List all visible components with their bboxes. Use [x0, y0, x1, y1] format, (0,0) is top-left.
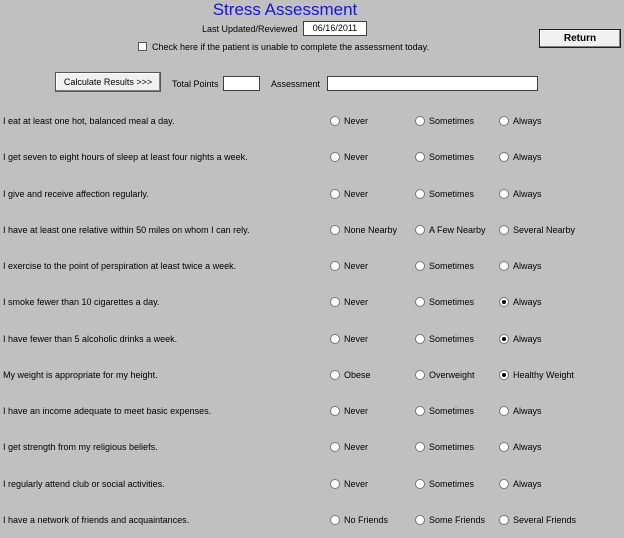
question-text: I have a network of friends and acquaintances. [3, 515, 190, 525]
radio-button[interactable] [330, 442, 340, 452]
radio-button[interactable] [330, 370, 340, 380]
page-title: Stress Assessment [212, 0, 358, 19]
option-label: Always [513, 333, 542, 344]
radio-button[interactable] [330, 189, 340, 199]
radio-button[interactable] [415, 479, 425, 489]
question-text: I eat at least one hot, balanced meal a day. [3, 116, 175, 126]
question-row [0, 440, 624, 454]
radio-button[interactable] [499, 334, 509, 344]
option-label: Never [344, 188, 369, 199]
option-label: No Friends [344, 515, 389, 525]
option-label: Sometimes [429, 297, 475, 308]
radio-button[interactable] [415, 116, 425, 126]
radio-button[interactable] [330, 261, 340, 271]
radio-button[interactable] [330, 225, 340, 235]
option-label: Several Nearby [513, 224, 576, 235]
radio-button[interactable] [415, 442, 425, 452]
option-label: Never [344, 333, 369, 344]
radio-button[interactable] [415, 189, 425, 199]
option-label: Never [344, 442, 369, 453]
option-label: Sometimes [429, 152, 475, 163]
question-row [0, 477, 624, 491]
radio-button[interactable] [499, 116, 509, 126]
radio-button[interactable] [499, 442, 509, 452]
option-label: Never [344, 406, 369, 417]
radio-button[interactable] [415, 334, 425, 344]
option-label: Sometimes [429, 406, 475, 417]
option-label: Some Friends [429, 515, 486, 525]
question-row [0, 223, 624, 237]
option-label: Sometimes [429, 261, 475, 272]
option-label: Never [344, 261, 369, 272]
question-text: I have an income adequate to meet basic expenses. [3, 406, 212, 417]
option-label: Several Friends [513, 515, 577, 525]
option-label: Always [513, 261, 542, 272]
question-text: I exercise to the point of perspiration at least twice a week. [3, 261, 237, 272]
radio-button[interactable] [415, 261, 425, 271]
question-text: My weight is appropriate for my height. [3, 369, 158, 380]
question-row [0, 114, 624, 128]
radio-button[interactable] [499, 189, 509, 199]
radio-button[interactable] [415, 225, 425, 235]
radio-button[interactable] [499, 479, 509, 489]
last-updated-field[interactable]: 06/16/2011 [303, 21, 367, 36]
assessment-label: Assessment [271, 79, 321, 89]
radio-button[interactable] [415, 152, 425, 162]
option-label: Always [513, 188, 542, 199]
radio-button[interactable] [330, 334, 340, 344]
option-label: None Nearby [344, 224, 398, 235]
question-text: I get seven to eight hours of sleep at least four nights a week. [3, 152, 248, 163]
option-label: Always [513, 297, 542, 308]
question-text: I smoke fewer than 10 cigarettes a day. [3, 297, 160, 308]
option-label: Never [344, 116, 369, 126]
question-row [0, 513, 624, 527]
unable-label: Check here if the patient is unable to complete the assessment today. [152, 42, 429, 52]
option-label: Always [513, 152, 542, 163]
option-label: Obese [344, 369, 371, 380]
radio-button[interactable] [330, 515, 340, 525]
option-label: A Few Nearby [429, 224, 486, 235]
radio-button[interactable] [330, 116, 340, 126]
option-label: Sometimes [429, 478, 475, 489]
radio-button[interactable] [499, 225, 509, 235]
radio-button[interactable] [415, 370, 425, 380]
radio-button[interactable] [330, 406, 340, 416]
option-label: Healthy Weight [513, 369, 574, 380]
radio-button[interactable] [415, 297, 425, 307]
radio-button[interactable] [499, 152, 509, 162]
question-row [0, 295, 624, 309]
option-label: Overweight [429, 369, 475, 380]
option-label: Never [344, 478, 369, 489]
option-label: Sometimes [429, 442, 475, 453]
unable-checkbox[interactable] [138, 42, 147, 51]
total-points-field[interactable] [223, 76, 260, 91]
assessment-field[interactable] [327, 76, 538, 91]
option-label: Always [513, 116, 542, 126]
question-text: I get strength from my religious beliefs. [3, 442, 158, 453]
last-updated-label: Last Updated/Reviewed [202, 24, 298, 34]
question-row [0, 404, 624, 418]
option-label: Always [513, 442, 542, 453]
radio-button[interactable] [499, 297, 509, 307]
option-label: Sometimes [429, 333, 475, 344]
radio-button[interactable] [499, 406, 509, 416]
radio-button[interactable] [499, 515, 509, 525]
total-points-label: Total Points [172, 79, 219, 89]
question-text: I have fewer than 5 alcoholic drinks a week. [3, 333, 178, 344]
question-row [0, 368, 624, 382]
question-row [0, 332, 624, 346]
option-label: Always [513, 406, 542, 417]
option-label: Sometimes [429, 188, 475, 199]
option-label: Always [513, 478, 542, 489]
question-row [0, 187, 624, 201]
question-text: I give and receive affection regularly. [3, 188, 149, 199]
question-row [0, 259, 624, 273]
question-text: I have at least one relative within 50 miles on whom I can rely. [3, 224, 250, 235]
calculate-results-button[interactable]: Calculate Results >>> [55, 72, 161, 92]
option-label: Never [344, 297, 369, 308]
option-label: Never [344, 152, 369, 163]
radio-button[interactable] [330, 152, 340, 162]
return-button[interactable]: Return [539, 29, 621, 48]
option-label: Sometimes [429, 116, 475, 126]
radio-button[interactable] [330, 297, 340, 307]
radio-button[interactable] [330, 479, 340, 489]
question-text: I regularly attend club or social activities. [3, 478, 165, 489]
question-row [0, 150, 624, 164]
radio-button[interactable] [499, 261, 509, 271]
radio-button[interactable] [415, 406, 425, 416]
radio-button[interactable] [415, 515, 425, 525]
radio-button[interactable] [499, 370, 509, 380]
